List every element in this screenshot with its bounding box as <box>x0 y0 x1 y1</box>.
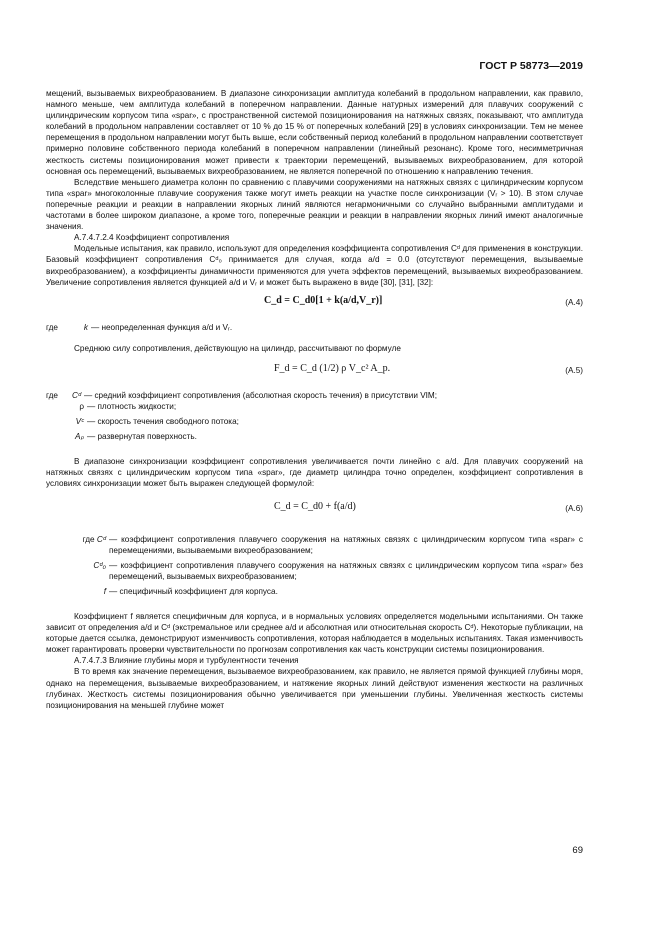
formula-a5: F_d = C_d (1/2) ρ V_c² A_p. <box>274 362 391 374</box>
formula-a5-row <box>46 362 583 382</box>
formula-a6: C_d = C_d0 + f(a/d) <box>274 500 356 512</box>
where-a6-3: f — специфичный коэффициент для корпуса. <box>103 586 278 596</box>
where-a5-4: Aₚ — развернутая поверхность. <box>75 432 197 442</box>
formula-a5-number: (А.5) <box>565 365 583 375</box>
formula-a4-number: (А.4) <box>565 297 583 307</box>
formula-a6-row <box>46 500 583 520</box>
section-heading-drag: А.7.4.7.2.4 Коэффициент сопротивления <box>74 233 230 243</box>
paragraph-multicolumn: Вследствие меньшего диаметра колонн по сравнению с плавучими сооружениями на натяжных связях с цилиндрическим корпусом типа «spar» многоколонные плавучие сооружения также могут иметь реакции на участке после синхронизации (Vᵣ > 10). В этом случае поперечные реакции и реакции в направлении якорных линий являются негармоничными со случайно выбранными амплитудами и частотами в более широком диапазоне, а кроме того, поперечные реакции и реакции в направлении якорных линий имеют аналогичные значения. <box>46 177 583 232</box>
where-a6-2: Cᵈ₀ — коэффициент сопротивления плавучего сооружения на натяжных связях с цилиндрическим корпусом типа «spar» без перемещений, вызываемых вихреобразованием; <box>93 560 583 581</box>
document-number: ГОСТ Р 58773—2019 <box>479 60 583 72</box>
where-a5-3: Vᶜ — скорость течения свободного потока; <box>75 417 239 427</box>
symbol-k: k <box>83 322 88 332</box>
paragraph-f-coefficient: Коэффициент f является специфичным для корпуса, и в нормальных условиях определяется модельными испытаниями. Он также зависит от определения a/d и Cᵈ (экстремальное или среднее a/d и абсолютная или относительная скорость Cᵈ). Некоторые публикации, на которые дается ссылка, демонстрируют изменчивость сопротивления, которая наблюдается в модельных испытаниях. Такая изменчивость может гарантировать проверки чувствительности по прогнозам сопротивления как часть конструкции системы позиционирования. <box>46 612 583 655</box>
paragraph-vim-amplitude: мещений, вызываемых вихреобразованием. В диапазоне синхронизации амплитуда колебаний в продольном направлении, как правило, намного меньше, чем амплитуда колебаний в поперечном направлении. Данные натурных измерений для плавучих сооружений с цилиндрическим корпусом типа «spar», с пространственной системой позиционирования на натяжных связях, показывают, что амплитуда колебаний в продольном направлении составляет от 10 % до 15 % от поперечных колебаний [29] в условиях синхронизации. Тем не менее перемещения в продольном направлении могут быть выше, если собственный период колебаний в продольном направлении соответствует примерно половине собственного периода колебаний в поперечном направлении (линейный резонанс). Кроме того, несимметричная жесткость системы позиционирования может привести к траектории перемещений, вызываемых вихреобразованием, для которой основная ось перемещений, вызываемых вихреобразованием, не является поперечной по отношению к направлению течения. <box>46 89 583 176</box>
paragraph-mean-drag-force: Среднюю силу сопротивления, действующую на цилиндр, рассчитывают по формуле <box>74 343 401 353</box>
paragraph-drag-model-tests: Модельные испытания, как правило, используют для определения коэффициента сопротивления Cᵈ для применения в конструкции. Базовый коэффициент сопротивления Cᵈ₀ принимается для случая, когда a/d = 0.0 (отсутствуют перемещения, вызываемые вихреобразованием), а коэффициенты динамичности применяются для учета эффектов перемещений, вызываемых вихреобразованием. Увеличение сопротивления является функцией a/d и Vᵣ и может быть выражено в виде [30], [31], [32]: <box>46 244 583 287</box>
formula-a4-row <box>46 294 583 314</box>
formula-a6-number: (А.6) <box>565 503 583 513</box>
page-number: 69 <box>572 845 583 856</box>
where-a6-1: где Cᵈ — коэффициент сопротивления плавучего сооружения на натяжных связях с цилиндрическим корпусом типа «spar» с перемещениями, вызываемыми вихреобразованием; <box>82 534 583 555</box>
section-heading-depth: А.7.4.7.3 Влияние глубины моря и турбулентности течения <box>74 656 299 666</box>
formula-a4: C_d = C_d0[1 + k(a/d,V_r)] <box>264 294 383 306</box>
where-a5-2: ρ — плотность жидкости; <box>79 401 177 411</box>
where-a5-1: где Cᵈ — средний коэффициент сопротивления (абсолютная скорость течения) в присутствии VIM; <box>46 390 438 400</box>
paragraph-depth-effect: В то время как значение перемещения, вызываемое вихреобразованием, как правило, не является прямой функцией глубины моря, однако на перемещения, вызываемые вихреобразованием, и натяжение якорных линий действуют изменения жесткости на различных глубинах. Жесткость системы позиционирования обычно увеличивается при уменьшении глубины. Увеличенная жесткость системы позиционирования на меньшей глубине может <box>46 667 583 710</box>
page-body <box>46 88 583 711</box>
paragraph-sync-drag: В диапазоне синхронизации коэффициент сопротивления увеличивается почти линейно с a/d. Для плавучих сооружений на натяжных связях с цилиндрическим корпусом типа «spar», где диаметр цилиндра точно определен, коэффициент сопротивления в условиях синхронизации может быть выражен следующей формулой: <box>46 457 583 489</box>
where-k: где k — неопределенная функция a/d и Vᵣ. <box>46 322 233 332</box>
